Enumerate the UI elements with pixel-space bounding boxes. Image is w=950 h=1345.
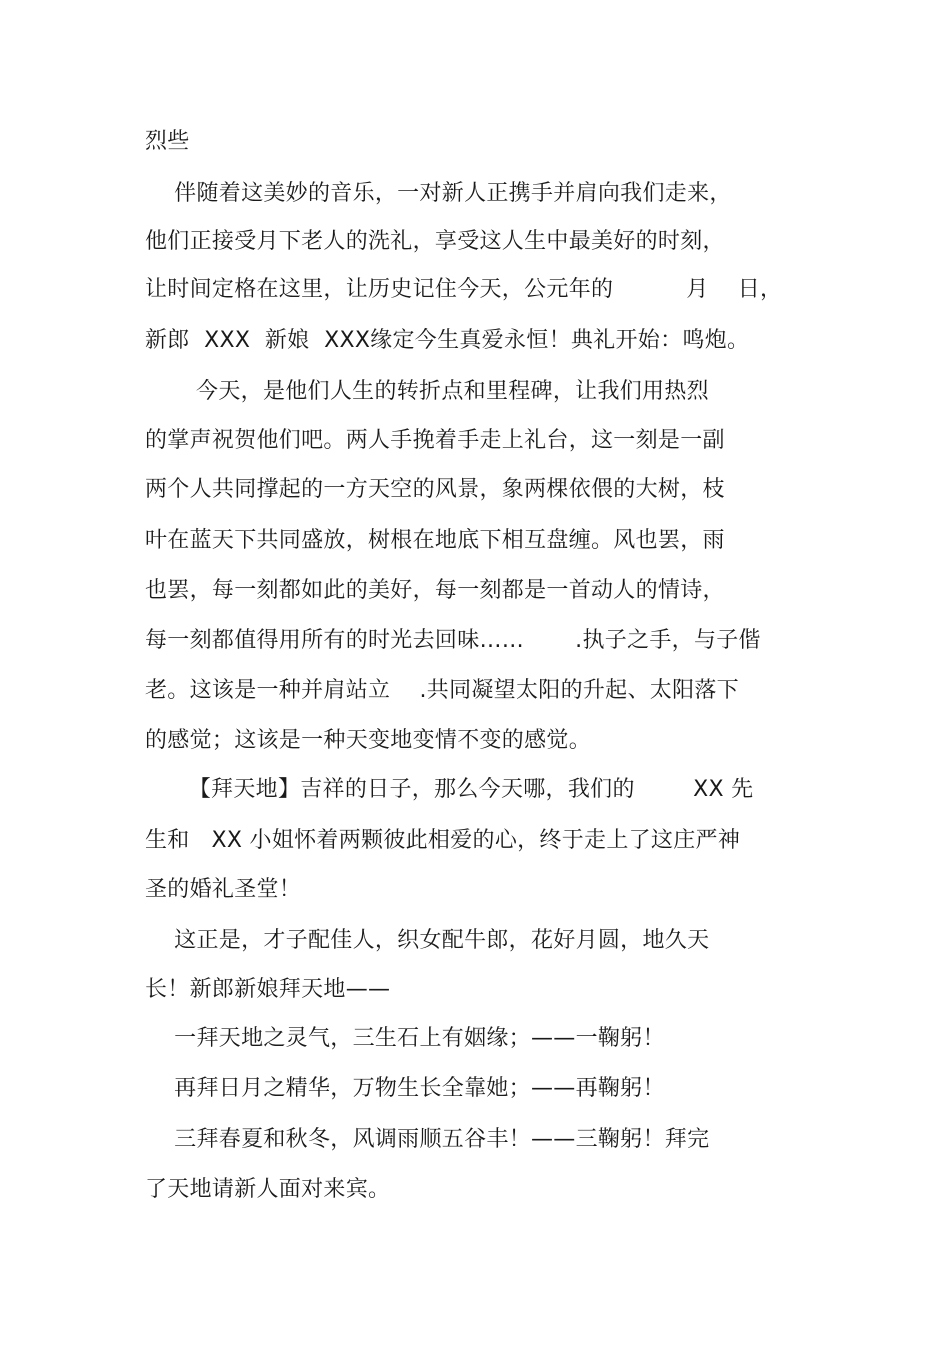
- text-line: 每一刻都值得用所有的时光去回味…… .执子之手，与子偕: [145, 628, 761, 653]
- text-line: 也罢，每一刻都如此的美好，每一刻都是一首动人的情诗，: [145, 578, 725, 603]
- ceremony-line-1: 一拜天地之灵气，三生石上有姻缘；——一鞠躬！: [145, 1026, 665, 1051]
- text-line: 两个人共同撑起的一方天空的风景，象两棵依偎的大树，枝: [145, 477, 725, 502]
- text-line: 生和 XX 小姐怀着两颗彼此相爱的心，终于走上了这庄严神: [145, 828, 741, 853]
- section-heading-line: 【拜天地】吉祥的日子，那么今天哪，我们的 XX 先: [145, 777, 754, 802]
- paragraph-start-line: 今天，是他们人生的转折点和里程碑，让我们用热烈: [145, 379, 709, 404]
- text-line: 圣的婚礼圣堂！: [145, 877, 302, 902]
- ceremony-line-2: 再拜日月之精华，万物生长全靠她；——再鞠躬！: [145, 1076, 665, 1101]
- text-line: 烈些: [145, 129, 190, 154]
- text-line: 了天地请新人面对来宾。: [145, 1177, 391, 1202]
- text-line: 叶在蓝天下共同盛放，树根在地底下相互盘缠。风也罢，雨: [145, 528, 725, 553]
- text-line: 他们正接受月下老人的洗礼，享受这人生中最美好的时刻，: [145, 229, 725, 254]
- text-line: 让时间定格在这里，让历史记住今天，公元年的 月 日，: [145, 277, 783, 302]
- paragraph-start-line: 伴随着这美妙的音乐，一对新人正携手并肩向我们走来，: [145, 181, 732, 206]
- text-line: 的感觉；这该是一种天变地变情不变的感觉。: [145, 728, 592, 753]
- text-line: 新郎 XXX 新娘 XXX缘定今生真爱永恒！典礼开始：鸣炮。: [145, 328, 750, 353]
- text-line: 老。这该是一种并肩站立 .共同凝望太阳的升起、太阳落下: [145, 678, 739, 703]
- text-line: 长！新郎新娘拜天地——: [145, 977, 391, 1002]
- text-line: 的掌声祝贺他们吧。两人手挽着手走上礼台，这一刻是一副: [145, 428, 725, 453]
- ceremony-line-3: 三拜春夏和秋冬，风调雨顺五谷丰！——三鞠躬！拜完: [145, 1127, 710, 1152]
- paragraph-start-line: 这正是，才子配佳人，织女配牛郎，花好月圆，地久天: [145, 928, 710, 953]
